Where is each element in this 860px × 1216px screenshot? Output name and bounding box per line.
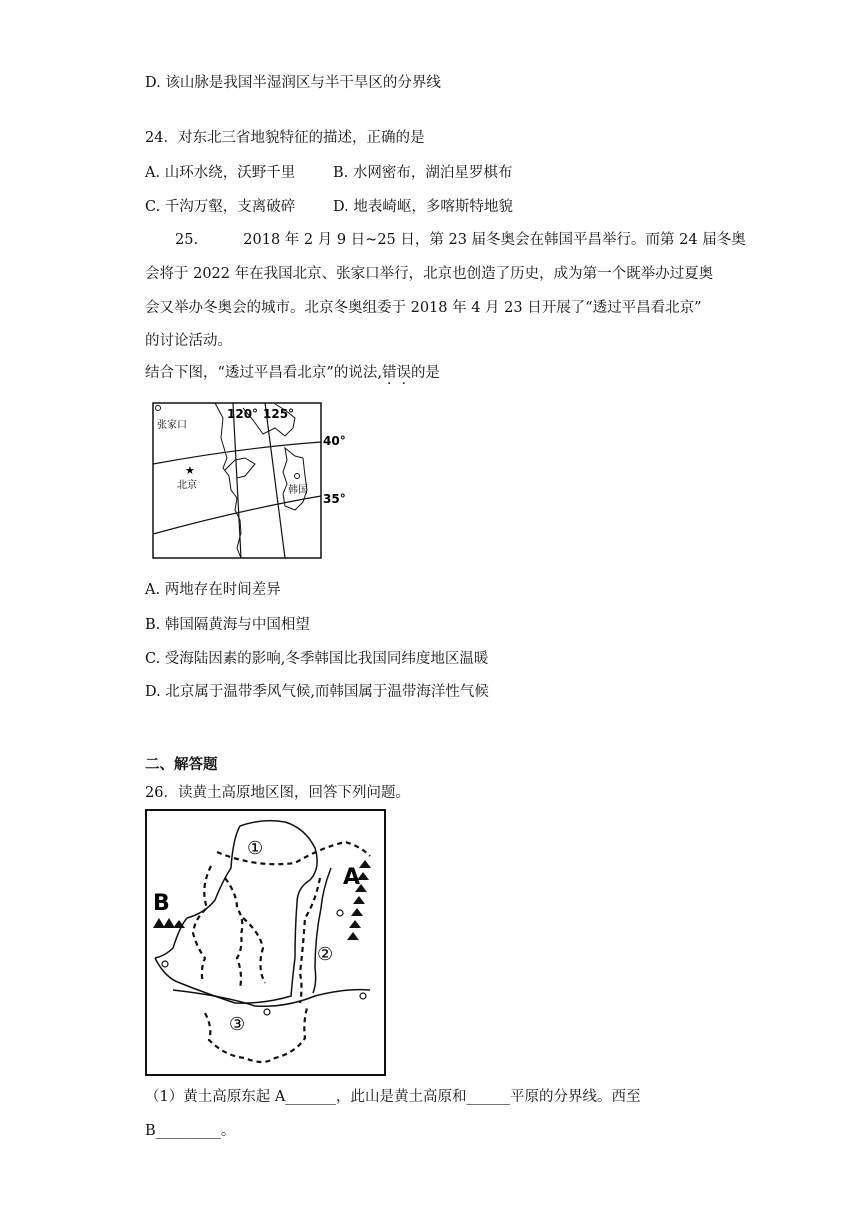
zhangjiakou-dot	[156, 406, 161, 411]
longitude-125-line	[265, 403, 285, 558]
section-2-title: 二、解答题	[145, 757, 218, 773]
beijing-label: 北京	[177, 480, 197, 491]
q25-option-b: B. 韩国隔黄海与中国相望	[145, 617, 310, 633]
region-1-label: ①	[247, 838, 264, 859]
beijing-korea-map	[145, 398, 346, 568]
q24-stem: 24．对东北三省地貌特征的描述，正确的是	[145, 130, 425, 146]
lon-125-label: 125°	[263, 407, 295, 421]
q25-number: 25.	[175, 232, 199, 248]
label-a: A	[343, 865, 361, 890]
korea-label: 韩国	[288, 485, 308, 496]
q25-option-c: C. 受海陆因素的影响,冬季韩国比我国同纬度地区温暖	[145, 651, 489, 667]
q24-options-row1	[145, 163, 513, 183]
loess-plateau-map	[145, 808, 387, 1078]
city-dot	[360, 993, 366, 999]
city-dot	[162, 961, 168, 967]
label-b: B	[153, 891, 170, 916]
q25-line4: 的讨论活动。	[145, 333, 232, 349]
q24-option-a: A. 山环水绕，沃野千里	[145, 165, 296, 181]
q24-options-row2	[145, 197, 513, 217]
latitude-40-line	[153, 442, 321, 464]
zhangjiakou-label: 张家口	[157, 420, 187, 431]
longitude-120-line	[233, 403, 241, 558]
q24-option-c: C. 千沟万壑，支离破碎	[145, 199, 296, 215]
q24-option-b: B. 水网密布，湖泊星罗棋布	[333, 165, 513, 181]
q25-prompt-end: 的是	[410, 365, 440, 381]
q26-sub1-line2: B_________。	[145, 1123, 236, 1139]
q25-line1	[175, 230, 746, 250]
region-2-label: ②	[317, 944, 334, 965]
beijing-star-icon: ★	[185, 464, 195, 477]
q25-line3: 会又举办冬奥会的城市。北京冬奥组委于 2018 年 4 月 23 日开展了“透过平昌看北京”	[145, 300, 702, 316]
lon-120-label: 120°	[227, 407, 259, 421]
fen-river	[313, 868, 334, 993]
lat-40-label: 40°	[323, 434, 346, 448]
lat-35-label: 35°	[323, 492, 346, 506]
q25-text-1: 2018 年 2 月 9 日~25 日，第 23 届冬奥会在韩国平昌举行。而第 24 届冬奥	[243, 232, 746, 248]
bohai-coast	[225, 458, 255, 478]
emphasis-char-2: 误	[396, 365, 411, 381]
q25-option-d: D. 北京属于温带季风气候,而韩国属于温带海洋性气候	[145, 684, 489, 700]
q24-option-d: D. 地表崎岖，多喀斯特地貌	[333, 199, 513, 215]
q25-prompt-text: 结合下图，“透过平昌看北京”的说法,	[145, 365, 382, 381]
q25-line2: 会将于 2022 年在我国北京、张家口举行，北京也创造了历史，成为第一个既举办过夏奥	[145, 266, 714, 282]
q23-option-d: D. 该山脉是我国半湿润区与半干旱区的分界线	[145, 75, 441, 91]
city-dot	[337, 910, 343, 916]
wushaoling-mountain-symbol	[153, 918, 185, 928]
emphasis-char-1: 错	[381, 365, 397, 381]
q26-sub1-line1: （1）黄土高原东起 A_______，此山是黄土高原和______平原的分界线。西至	[145, 1089, 641, 1105]
yellow-river	[155, 821, 317, 1003]
q25-prompt	[145, 363, 440, 383]
q26-stem: 26．读黄土高原地区图，回答下列问题。	[145, 785, 410, 801]
q25-option-a: A. 两地存在时间差异	[145, 582, 281, 598]
city-dot	[264, 1009, 270, 1015]
map-frame-2	[146, 810, 385, 1075]
pyeongchang-dot	[295, 474, 300, 479]
region-3-label: ③	[229, 1014, 246, 1035]
